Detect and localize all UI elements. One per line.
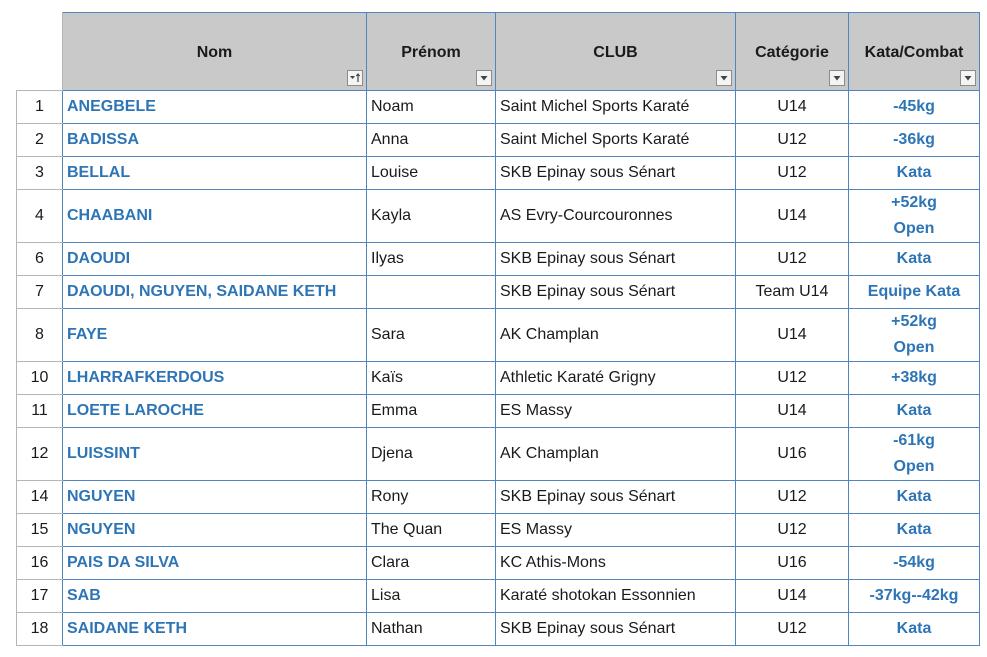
nom-cell[interactable]: CHAABANI bbox=[63, 190, 367, 243]
kata-combat-cell[interactable] bbox=[849, 309, 980, 362]
nom-cell[interactable]: DAOUDI, NGUYEN, SAIDANE KETH bbox=[63, 276, 367, 309]
table-row bbox=[17, 580, 980, 613]
prenom-cell[interactable]: Sara bbox=[367, 309, 496, 362]
kata-combat-cell[interactable] bbox=[849, 91, 980, 124]
row-number-cell[interactable]: 17 bbox=[17, 580, 63, 613]
row-number-cell[interactable]: 16 bbox=[17, 547, 63, 580]
kata-combat-line: -37kg--42kg bbox=[869, 587, 959, 604]
kata-combat-cell[interactable] bbox=[849, 157, 980, 190]
nom-cell[interactable]: NGUYEN bbox=[63, 514, 367, 547]
table-row bbox=[17, 514, 980, 547]
kata-combat-line: -45kg bbox=[893, 98, 935, 115]
column-header-label: Prénom bbox=[401, 44, 461, 61]
categorie-cell[interactable]: U12 bbox=[736, 124, 849, 157]
row-number-header bbox=[17, 13, 63, 91]
filter-dropdown-button[interactable] bbox=[960, 70, 976, 86]
prenom-cell[interactable]: Rony bbox=[367, 481, 496, 514]
prenom-cell[interactable]: Kaïs bbox=[367, 362, 496, 395]
kata-combat-cell[interactable] bbox=[849, 124, 980, 157]
row-number-cell[interactable]: 7 bbox=[17, 276, 63, 309]
table-row bbox=[17, 481, 980, 514]
column-header-prenom bbox=[367, 13, 496, 91]
row-number-cell[interactable]: 1 bbox=[17, 91, 63, 124]
row-number-cell[interactable]: 11 bbox=[17, 395, 63, 428]
categorie-cell[interactable]: U14 bbox=[736, 91, 849, 124]
kata-combat-line: Equipe Kata bbox=[867, 283, 961, 300]
kata-combat-cell[interactable] bbox=[849, 547, 980, 580]
categorie-cell[interactable]: U14 bbox=[736, 190, 849, 243]
table-row bbox=[17, 124, 980, 157]
club-cell[interactable]: SKB Epinay sous Sénart bbox=[496, 243, 736, 276]
categorie-cell[interactable]: U12 bbox=[736, 613, 849, 646]
nom-cell[interactable]: FAYE bbox=[63, 309, 367, 362]
row-number-cell[interactable]: 18 bbox=[17, 613, 63, 646]
column-header-kata-combat bbox=[849, 13, 980, 91]
prenom-cell[interactable]: Nathan bbox=[367, 613, 496, 646]
dropdown-filter-icon bbox=[832, 73, 842, 83]
prenom-cell[interactable]: Louise bbox=[367, 157, 496, 190]
dropdown-filter-icon bbox=[719, 73, 729, 83]
table-body bbox=[17, 91, 980, 646]
nom-cell[interactable]: DAOUDI bbox=[63, 243, 367, 276]
column-header-categorie bbox=[736, 13, 849, 91]
prenom-cell[interactable]: Anna bbox=[367, 124, 496, 157]
dropdown-filter-icon bbox=[479, 73, 489, 83]
nom-cell[interactable]: NGUYEN bbox=[63, 481, 367, 514]
kata-combat-line: Kata bbox=[896, 488, 932, 505]
column-header-label: Nom bbox=[196, 44, 233, 61]
kata-combat-cell[interactable] bbox=[849, 428, 980, 481]
categorie-cell[interactable]: U14 bbox=[736, 580, 849, 613]
kata-combat-line: Kata bbox=[896, 250, 932, 267]
club-cell[interactable]: AK Champlan bbox=[496, 428, 736, 481]
table-row bbox=[17, 395, 980, 428]
categorie-cell[interactable]: U16 bbox=[736, 547, 849, 580]
club-cell[interactable]: SKB Epinay sous Sénart bbox=[496, 276, 736, 309]
table-row bbox=[17, 428, 980, 481]
row-number-cell[interactable]: 14 bbox=[17, 481, 63, 514]
filter-dropdown-button[interactable] bbox=[829, 70, 845, 86]
kata-combat-cell[interactable] bbox=[849, 362, 980, 395]
categorie-cell[interactable]: U16 bbox=[736, 428, 849, 481]
prenom-cell[interactable]: Emma bbox=[367, 395, 496, 428]
column-header-club bbox=[496, 13, 736, 91]
column-header-label: Catégorie bbox=[755, 44, 829, 61]
nom-cell[interactable]: ANEGBELE bbox=[63, 91, 367, 124]
header-row bbox=[17, 13, 980, 91]
club-cell[interactable]: AS Evry-Courcouronnes bbox=[496, 190, 736, 243]
table-row bbox=[17, 91, 980, 124]
nom-cell[interactable]: BADISSA bbox=[63, 124, 367, 157]
club-cell[interactable]: AK Champlan bbox=[496, 309, 736, 362]
prenom-cell[interactable]: The Quan bbox=[367, 514, 496, 547]
club-cell[interactable]: SKB Epinay sous Sénart bbox=[496, 481, 736, 514]
table-row bbox=[17, 547, 980, 580]
nom-cell[interactable]: SAIDANE KETH bbox=[63, 613, 367, 646]
row-number-cell[interactable]: 8 bbox=[17, 309, 63, 362]
categorie-cell[interactable]: U12 bbox=[736, 243, 849, 276]
club-cell[interactable]: SKB Epinay sous Sénart bbox=[496, 613, 736, 646]
nom-cell[interactable]: PAIS DA SILVA bbox=[63, 547, 367, 580]
kata-combat-line: +52kg bbox=[891, 313, 937, 330]
kata-combat-line: -36kg bbox=[893, 131, 935, 148]
sort-filter-icon bbox=[349, 72, 361, 84]
kata-combat-cell[interactable] bbox=[849, 580, 980, 613]
participants-table bbox=[16, 12, 980, 646]
nom-cell[interactable]: SAB bbox=[63, 580, 367, 613]
kata-combat-line: Kata bbox=[896, 620, 932, 637]
club-cell[interactable]: Saint Michel Sports Karaté bbox=[496, 124, 736, 157]
nom-cell[interactable]: BELLAL bbox=[63, 157, 367, 190]
row-number-cell[interactable]: 2 bbox=[17, 124, 63, 157]
kata-combat-line: Open bbox=[893, 458, 935, 475]
club-cell[interactable]: ES Massy bbox=[496, 395, 736, 428]
table-row bbox=[17, 613, 980, 646]
column-header-label: CLUB bbox=[593, 44, 638, 61]
kata-combat-cell[interactable] bbox=[849, 276, 980, 309]
kata-combat-line: Open bbox=[893, 339, 935, 356]
prenom-cell[interactable]: Clara bbox=[367, 547, 496, 580]
row-number-cell[interactable]: 4 bbox=[17, 190, 63, 243]
filter-dropdown-button[interactable] bbox=[476, 70, 492, 86]
categorie-cell[interactable]: U12 bbox=[736, 157, 849, 190]
kata-combat-cell[interactable] bbox=[849, 395, 980, 428]
kata-combat-line: Open bbox=[893, 220, 935, 237]
club-cell[interactable]: Karaté shotokan Essonnien bbox=[496, 580, 736, 613]
table-row bbox=[17, 157, 980, 190]
row-number-cell[interactable]: 15 bbox=[17, 514, 63, 547]
kata-combat-line: Kata bbox=[896, 521, 932, 538]
sort-filter-button[interactable] bbox=[347, 70, 363, 86]
nom-cell[interactable]: LHARRAFKERDOUS bbox=[63, 362, 367, 395]
table-row bbox=[17, 362, 980, 395]
kata-combat-line: Kata bbox=[896, 164, 932, 181]
kata-combat-line: +38kg bbox=[891, 369, 937, 386]
club-cell[interactable]: KC Athis-Mons bbox=[496, 547, 736, 580]
categorie-cell[interactable]: U14 bbox=[736, 309, 849, 362]
prenom-cell[interactable]: Djena bbox=[367, 428, 496, 481]
kata-combat-line: Kata bbox=[896, 402, 932, 419]
kata-combat-cell[interactable] bbox=[849, 514, 980, 547]
prenom-cell[interactable]: Ilyas bbox=[367, 243, 496, 276]
row-number-cell[interactable]: 10 bbox=[17, 362, 63, 395]
club-cell[interactable]: Saint Michel Sports Karaté bbox=[496, 91, 736, 124]
nom-cell[interactable]: LUISSINT bbox=[63, 428, 367, 481]
table-row bbox=[17, 243, 980, 276]
column-header-nom bbox=[63, 13, 367, 91]
filter-dropdown-button[interactable] bbox=[716, 70, 732, 86]
row-number-cell[interactable]: 3 bbox=[17, 157, 63, 190]
table-row bbox=[17, 276, 980, 309]
kata-combat-line: +52kg bbox=[891, 194, 937, 211]
categorie-cell[interactable]: Team U14 bbox=[736, 276, 849, 309]
kata-combat-cell[interactable] bbox=[849, 243, 980, 276]
table-row bbox=[17, 309, 980, 362]
categorie-cell[interactable]: U12 bbox=[736, 514, 849, 547]
kata-combat-cell[interactable] bbox=[849, 613, 980, 646]
categorie-cell[interactable]: U14 bbox=[736, 395, 849, 428]
table-row bbox=[17, 190, 980, 243]
row-number-cell[interactable]: 12 bbox=[17, 428, 63, 481]
kata-combat-cell[interactable] bbox=[849, 481, 980, 514]
spreadsheet bbox=[16, 12, 980, 646]
club-cell[interactable]: SKB Epinay sous Sénart bbox=[496, 157, 736, 190]
prenom-cell[interactable]: Lisa bbox=[367, 580, 496, 613]
categorie-cell[interactable]: U12 bbox=[736, 481, 849, 514]
column-header-label: Kata/Combat bbox=[864, 44, 964, 61]
club-cell[interactable]: Athletic Karaté Grigny bbox=[496, 362, 736, 395]
nom-cell[interactable]: LOETE LAROCHE bbox=[63, 395, 367, 428]
kata-combat-cell[interactable] bbox=[849, 190, 980, 243]
prenom-cell[interactable]: Kayla bbox=[367, 190, 496, 243]
kata-combat-line: -61kg bbox=[893, 432, 935, 449]
kata-combat-line: -54kg bbox=[893, 554, 935, 571]
row-number-cell[interactable]: 6 bbox=[17, 243, 63, 276]
prenom-cell[interactable] bbox=[367, 276, 496, 309]
prenom-cell[interactable]: Noam bbox=[367, 91, 496, 124]
club-cell[interactable]: ES Massy bbox=[496, 514, 736, 547]
categorie-cell[interactable]: U12 bbox=[736, 362, 849, 395]
dropdown-filter-icon bbox=[963, 73, 973, 83]
